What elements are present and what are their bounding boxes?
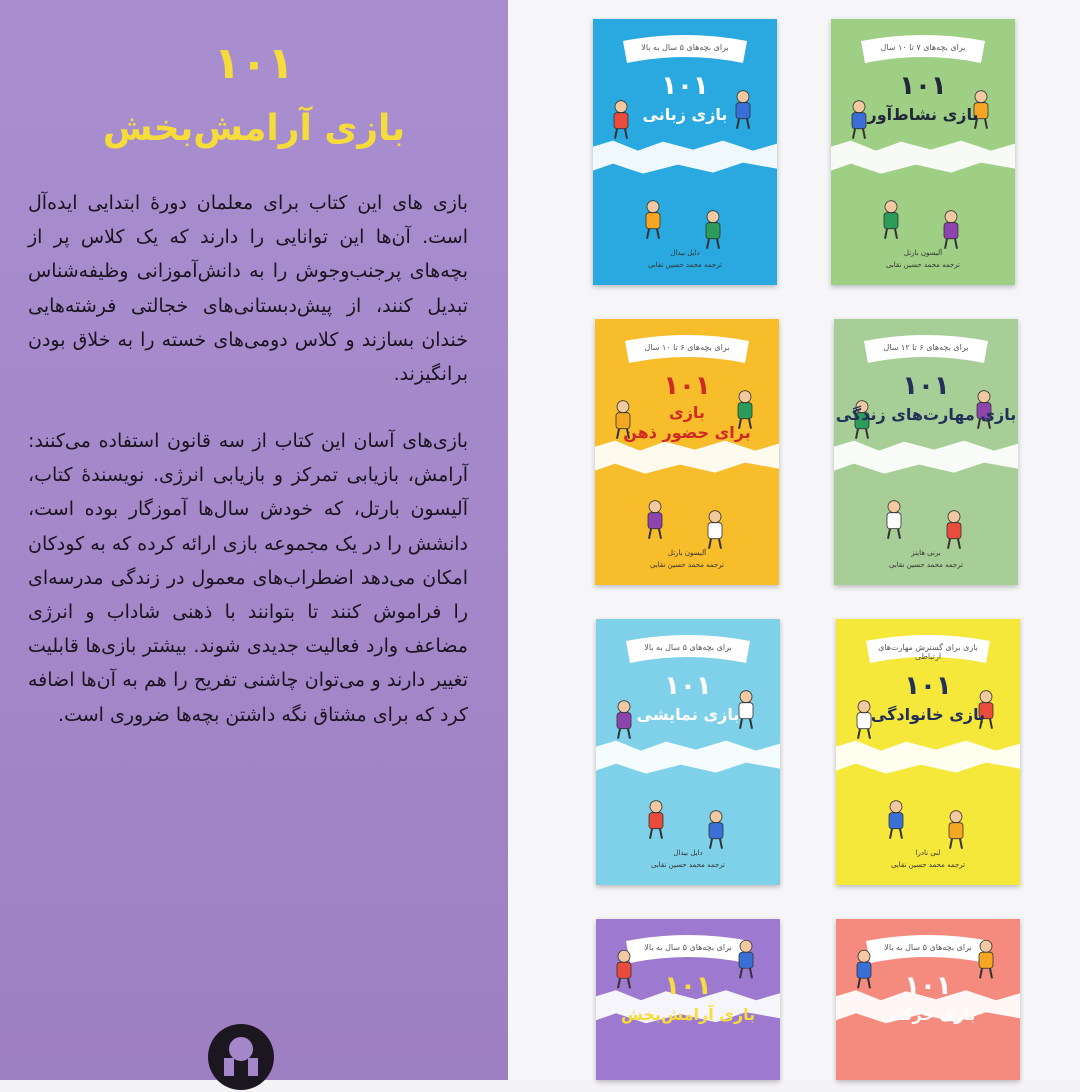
child-figure [947, 511, 961, 549]
cover-translator: ترجمه محمد حسین نقابی [885, 261, 961, 269]
cover-translator: ترجمه محمد حسین نقابی [890, 861, 966, 869]
book-cover-family-games [836, 619, 1020, 885]
child-figure [708, 511, 722, 549]
cover-number: ۱۰۱ [664, 671, 712, 701]
back-cover-number: ۱۰۱ [213, 38, 295, 89]
cover-banner-text: برای بچه‌های ۵ سال به بالا [644, 943, 732, 952]
cover-number: ۱۰۱ [661, 71, 709, 101]
cover-banner-text: بازی برای گسترش مهارت‌های ارتباطی [878, 643, 978, 661]
cover-banner-text: برای بچه‌های ۶ تا ۱۰ سال [644, 343, 730, 352]
cover-number: ۱۰۱ [663, 371, 711, 401]
cover-title: برای حضور ذهن [623, 423, 751, 442]
child-figure [706, 211, 720, 249]
book-cover-life-skills-games [834, 319, 1018, 585]
description-paragraph-1: بازی های این کتاب برای معلمان دورهٔ ابتدایی ایده‌آل است. آن‌ها این توانایی را دارند که یک کلاس پر از بچه‌های پرجنب‌وجوش را به دانش‌آموزانی وظیفه‌شناس تبدیل کنند، از پیش‌دبستانی‌های خجالتی فرشته‌هایی خندان بسازند و کلاس دومی‌های خسته را به خلاق بودن برانگیزند. [28, 192, 468, 386]
cover-title: بازی زبانی [642, 105, 728, 124]
child-figure [649, 801, 663, 839]
child-figure [944, 211, 958, 249]
publisher-logo [206, 1022, 276, 1092]
cover-number: ۱۰۱ [902, 371, 950, 401]
cover-illustration [834, 319, 1018, 585]
cover-title: بازی نشاط‌آور [867, 105, 979, 124]
cover-illustration [831, 19, 1015, 285]
cover-title: بازی خانوادگی [870, 705, 986, 724]
cover-translator: ترجمه محمد حسین نقابی [650, 861, 726, 869]
cover-number: ۱۰۱ [899, 71, 947, 101]
cover-author: آلیسون بارتل [667, 549, 707, 557]
torn-paper-strip [595, 441, 779, 474]
torn-paper-strip [596, 741, 780, 774]
book-cover-drama-games [596, 619, 780, 885]
cover-number: ۱۰۱ [664, 971, 712, 1001]
cover-author: دایل بیدال [673, 849, 703, 857]
cover-number: ۱۰۱ [904, 971, 952, 1001]
cover-title: بازی مهارت‌های زندگی [835, 405, 1017, 424]
cover-banner-text: برای بچه‌های ۵ سال به بالا [884, 943, 972, 952]
description-paragraph-2: بازی‌های آسان این کتاب از سه قانون استفاده می‌کنند: آرامش، بازیابی تمرکز و بازیابی انرژی. نویسندهٔ کتاب، آلیسون بارتل، که خودش سال‌ها آموزگار بوده است، دانشش را در یک مجموعه بازی ارائه کرده که به کودکان امکان می‌دهد اضطراب‌های معمول در زندگی مدرسه‌ای را فراموش کنند تا بتوانند با ذهنی شاداب و انرژی مضاعف وارد فعالیت جدیدی شوند. بیشتر بازی‌ها قابلیت تغییر دارند و می‌توان چاشنی تفریح را هم به آن‌ها اضافه کرد که برای مشتاق نگه داشتن بچه‌ها ضروری است. [28, 430, 468, 726]
cover-banner-text: برای بچه‌های ۵ سال به بالا [641, 43, 729, 52]
book-cover-language-games [593, 19, 777, 285]
torn-paper-strip [836, 741, 1020, 774]
cover-translator: ترجمه محمد حسین نقابی [647, 261, 723, 269]
child-figure [648, 501, 662, 539]
torn-paper-strip [834, 441, 1018, 474]
cover-banner-text: برای بچه‌های ۶ تا ۱۲ سال [883, 343, 969, 352]
book-cover-energizing-games [831, 19, 1015, 285]
cover-illustration [596, 619, 780, 885]
cover-illustration [593, 19, 777, 285]
cover-number: ۱۰۱ [904, 671, 952, 701]
book-cover-calming-games [596, 919, 780, 1080]
cover-author: آلیسون بارتل [903, 249, 943, 257]
child-figure [949, 811, 963, 849]
cover-banner-text: برای بچه‌های ۷ تا ۱۰ سال [880, 43, 966, 52]
book-cover-movement-games [836, 919, 1020, 1080]
cover-author: برنی هاینز [911, 549, 941, 557]
cover-title: بازی حرکتی [880, 1005, 976, 1024]
book-cover-mindfulness-games [595, 319, 779, 585]
back-cover-title: بازی آرامش‌بخش [102, 108, 406, 149]
cover-illustration [595, 319, 779, 585]
cover-translator: ترجمه محمد حسین نقابی [649, 561, 725, 569]
cover-title: بازی آرامش‌بخش [620, 1005, 756, 1024]
child-figure [889, 801, 903, 839]
child-figure [884, 201, 898, 239]
cover-banner-text: برای بچه‌های ۵ سال به بالا [644, 643, 732, 652]
child-figure [709, 811, 723, 849]
back-cover-panel [0, 0, 508, 1080]
child-figure [646, 201, 660, 239]
cover-author: لنی نادرا [915, 849, 941, 857]
cover-title: بازی نمایشی [636, 705, 740, 724]
cover-translator: ترجمه محمد حسین نقابی [888, 561, 964, 569]
child-figure [887, 501, 901, 539]
cover-title-line1: بازی [669, 403, 705, 422]
torn-paper-strip [831, 141, 1015, 174]
cover-author: دایل بیدال [670, 249, 700, 257]
torn-paper-strip [593, 141, 777, 174]
